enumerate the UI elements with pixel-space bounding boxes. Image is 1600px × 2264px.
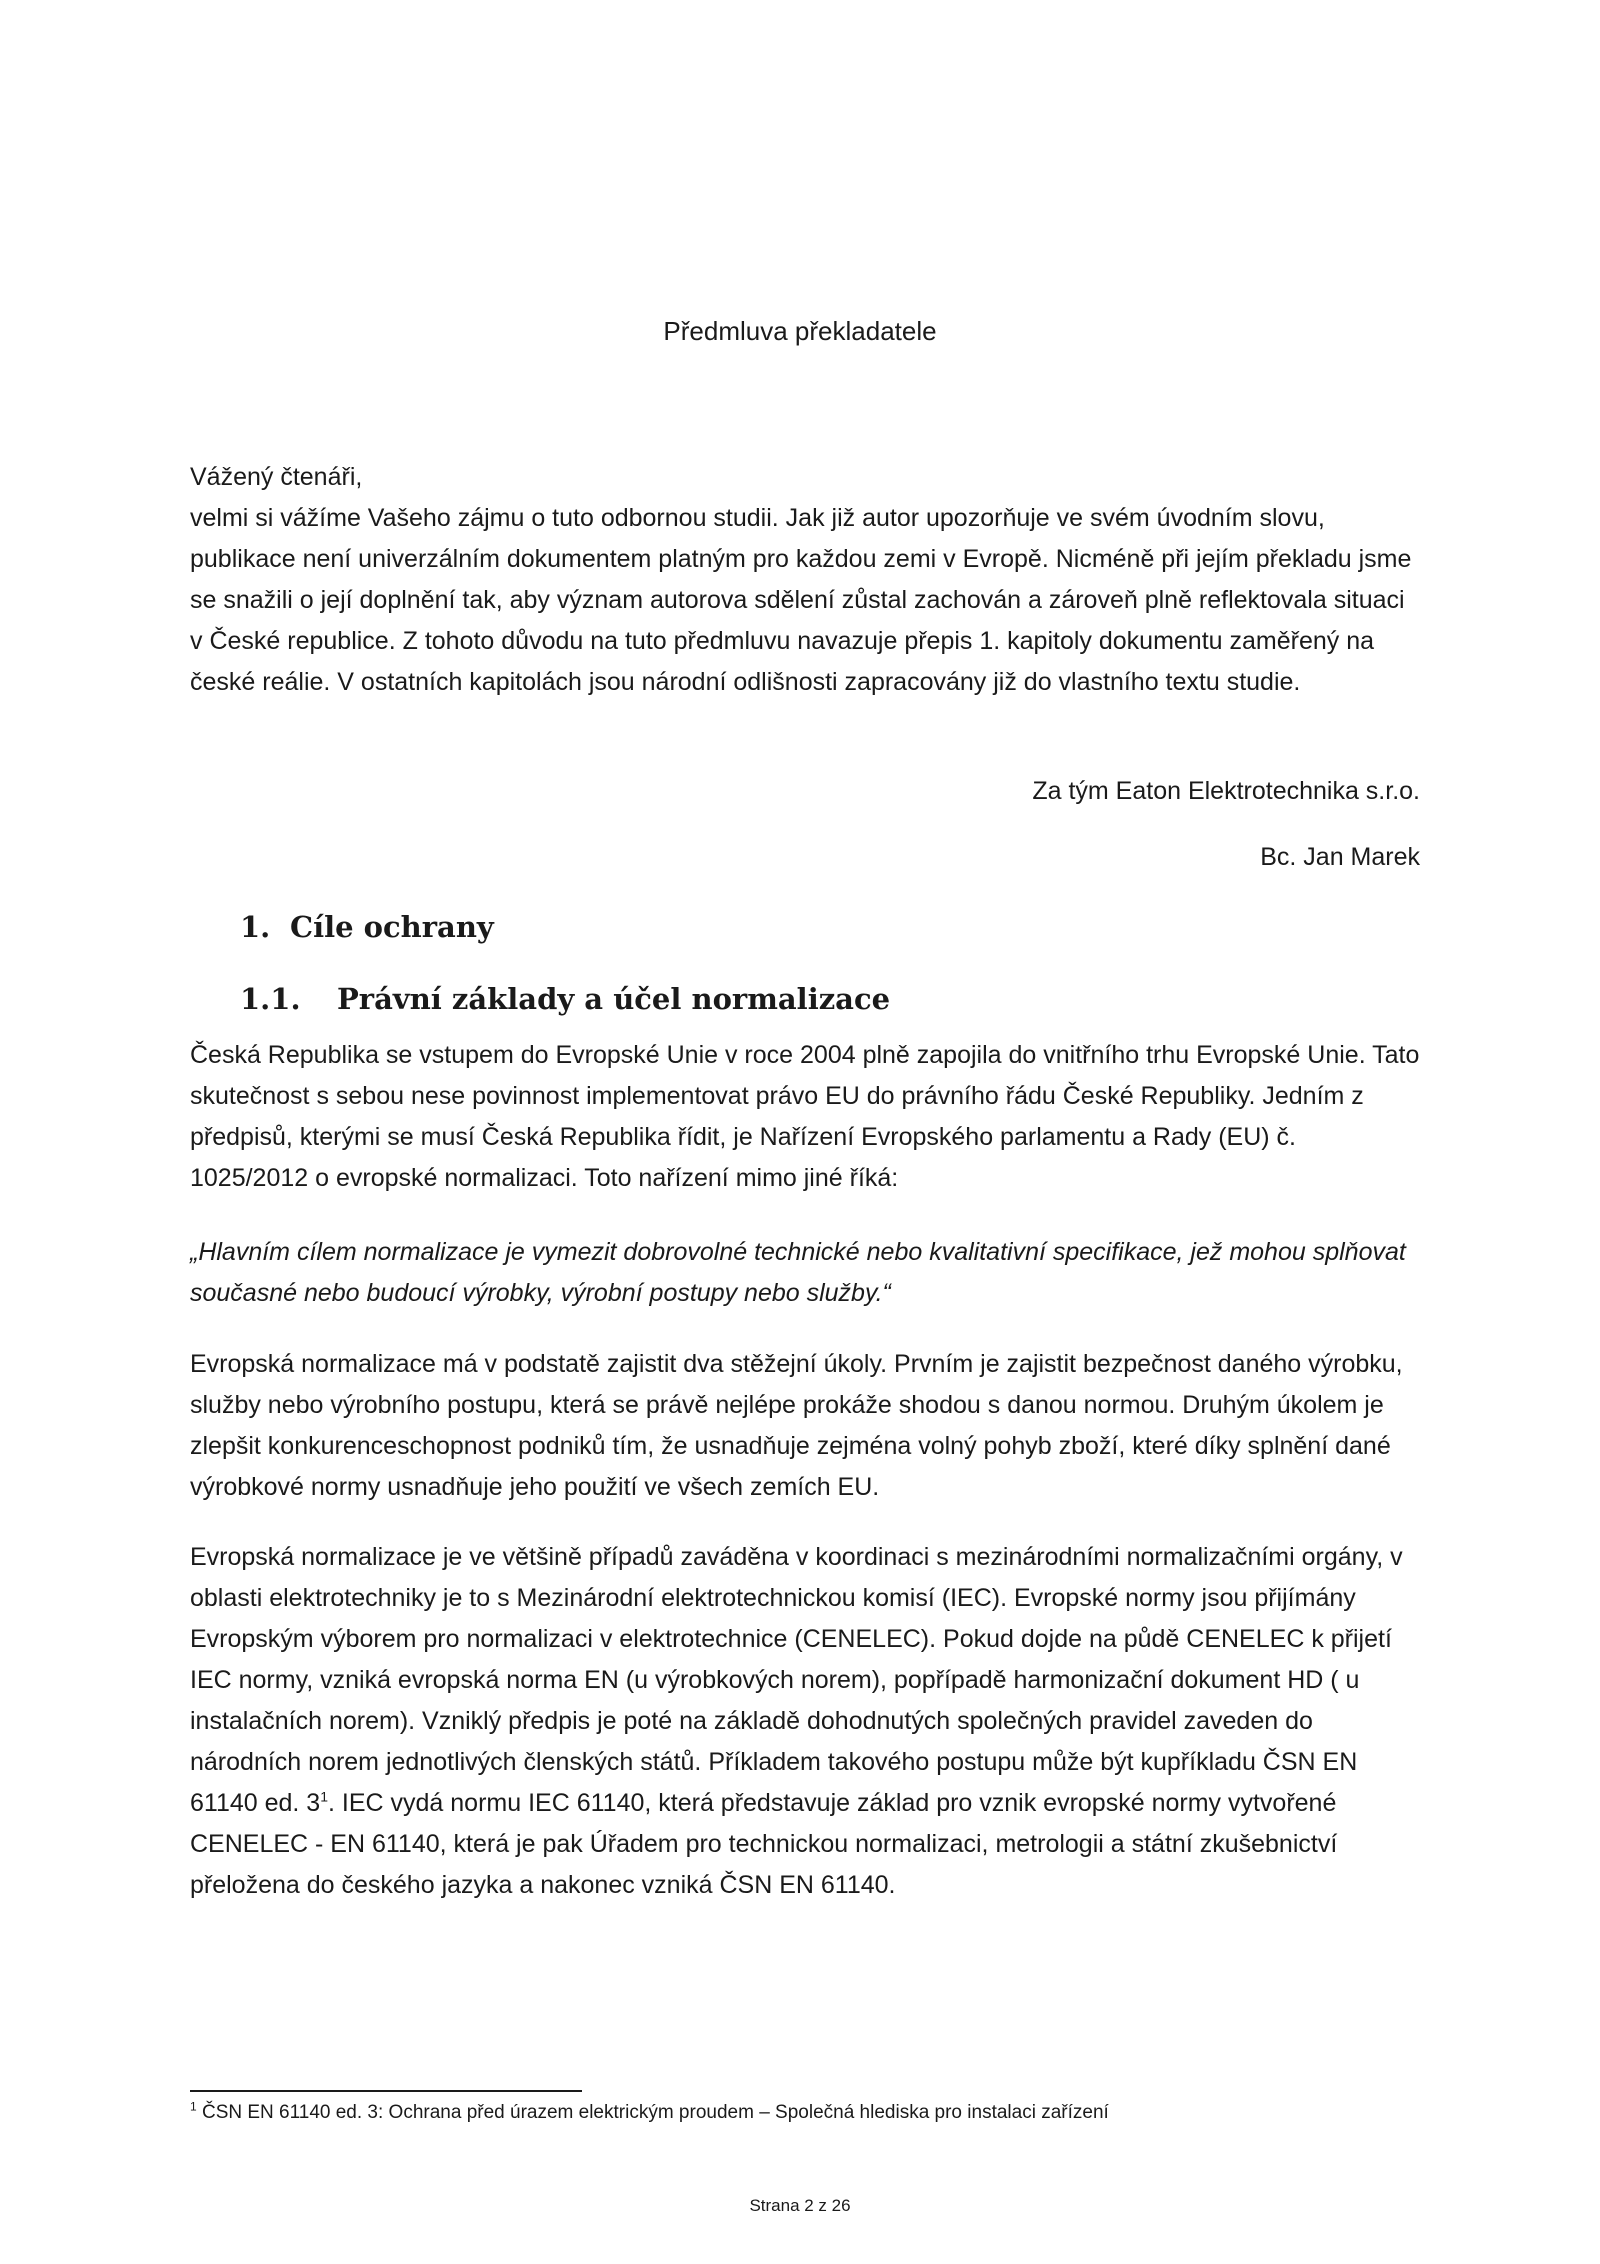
page-number: Strana 2 z 26 — [749, 2196, 851, 2215]
chapter-title: Cíle ochrany — [290, 910, 494, 944]
footnote-text: ČSN EN 61140 ed. 3: Ochrana před úrazem elektrickým proudem – Společná hlediska pro instalaci zařízení — [196, 2102, 1109, 2123]
signature-name: Bc. Jan Marek — [1260, 843, 1420, 871]
section-heading — [240, 982, 890, 1016]
signature-team: Za tým Eaton Elektrotechnika s.r.o. — [1032, 777, 1420, 805]
footnote-reference[interactable]: 1 — [320, 1788, 329, 1805]
regulation-quote: „Hlavním cílem normalizace je vymezit dobrovolné technické nebo kvalitativní specifikace, jež mohou splňovat současné nebo budoucí výrobky, výrobní postupy nebo služby.“ — [190, 1238, 1406, 1307]
footnote-marker: 1 — [190, 2099, 197, 2114]
salutation: Vážený čtenáři, — [190, 463, 363, 491]
footnote — [190, 2098, 1420, 2128]
body-paragraph-2: Evropská normalizace má v podstatě zajistit dva stěžejní úkoly. Prvním je zajistit bezpečnost daného výrobku, služby nebo výrobního postupu, která se právě nejlépe prokáže shodou s danou normou. Druhým úkolem je zlepšit konkurenceschopnost podniků tím, že usnadňuje zejména volný pohyb zboží, které díky splnění dané výrobkové normy usnadňuje jeho použití ve všech zemích EU. — [190, 1350, 1403, 1501]
intro-paragraph: velmi si vážíme Vašeho zájmu o tuto odbornou studii. Jak již autor upozorňuje ve svém úvodním slovu, publikace není univerzálním dokumentem platným pro každou zemi v Evropě. Nicméně při jejím překladu jsme se snažili o její doplnění tak, aby význam autorova sdělení zůstal zachován a zároveň plně reflektovala situaci v České republice. Z tohoto důvodu na tuto předmluvu navazuje přepis 1. kapitoly dokumentu zaměřený na české reálie. V ostatních kapitolách jsou národní odlišnosti zapracovány již do vlastního textu studie. — [190, 504, 1412, 696]
body-paragraph-3 — [190, 1537, 1420, 1906]
section-number: 1.1. — [240, 982, 301, 1016]
document-title: Předmluva překladatele — [663, 316, 937, 346]
chapter-heading — [240, 910, 494, 944]
body-paragraph-1: Česká Republika se vstupem do Evropské Unie v roce 2004 plně zapojila do vnitřního trhu Evropské Unie. Tato skutečnost s sebou nese povinnost implementovat právo EU do právního řádu České Republiky. Jedním z předpisů, kterými se musí Česká Republika řídit, je Nařízení Evropského parlamentu a Rady (EU) č. 1025/2012 o evropské normalizaci. Toto nařízení mimo jiné říká: — [190, 1041, 1420, 1192]
footnote-divider — [190, 2090, 582, 2092]
section-title: Právní základy a účel normalizace — [337, 982, 891, 1016]
body-paragraph-3-text-a: Evropská normalizace je ve většině případů zaváděna v koordinaci s mezinárodními normalizačními orgány, v oblasti elektrotechniky je to s Mezinárodní elektrotechnickou komisí (IEC). Evropské normy jsou přijímány Evropským výborem pro normalizaci v elektrotechnice (CENELEC). Pokud dojde na půdě CENELEC k přijetí IEC normy, vzniká evropská norma EN (u výrobkových norem), popřípadě harmonizační dokument HD ( u instalačních norem). Vzniklý předpis je poté na základě dohodnutých společných pravidel zaveden do národních norem jednotlivých členských států. Příkladem takového postupu může být kupříkladu ČSN EN 61140 ed. 3 — [190, 1543, 1403, 1817]
body-paragraph-3-text-b: . IEC vydá normu IEC 61140, která představuje základ pro vznik evropské normy vytvořené CENELEC - EN 61140, která je pak Úřadem pro technickou normalizaci, metrologii a státní zkušebnictví přeložena do českého jazyka a nakonec vzniká ČSN EN 61140. — [190, 1789, 1338, 1899]
chapter-number: 1. — [240, 910, 271, 944]
